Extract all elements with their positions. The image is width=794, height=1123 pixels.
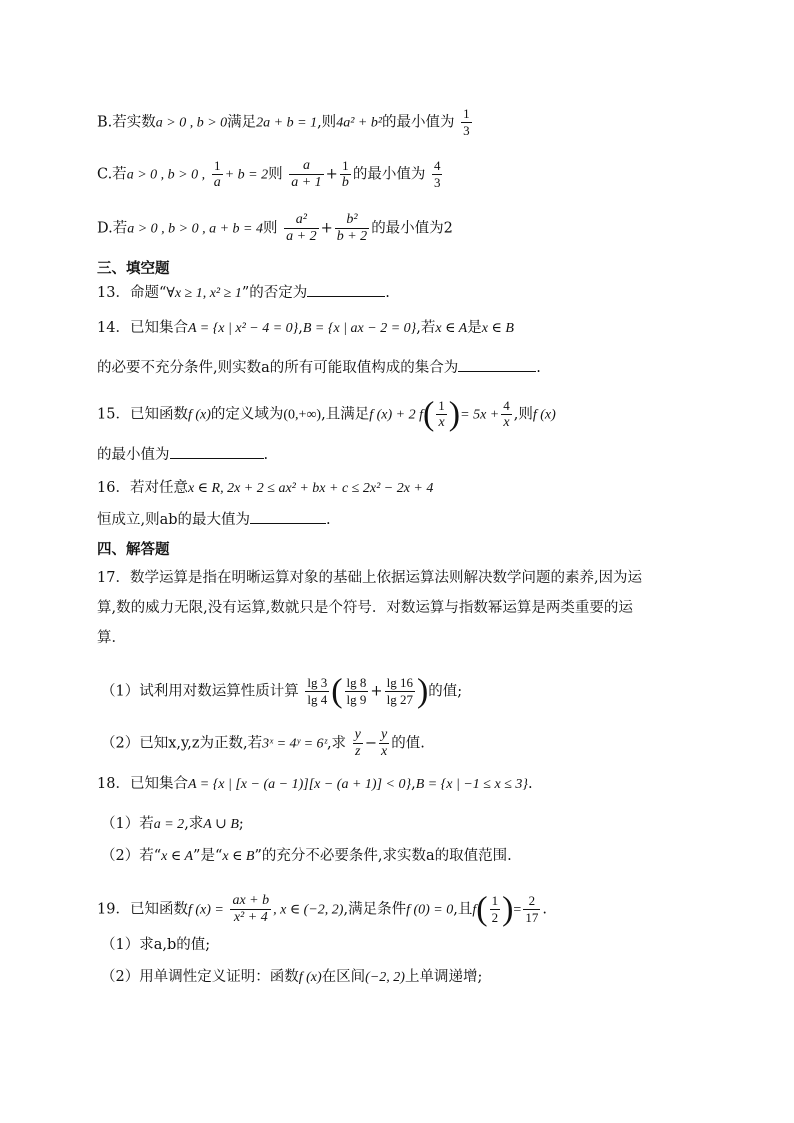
fraction-numerator: 4 <box>503 398 510 413</box>
fraction-denominator: b <box>341 175 349 190</box>
answer-blank[interactable] <box>307 282 385 297</box>
section-fill-in-title: 三、填空题 <box>97 261 170 277</box>
fraction-denominator: a <box>213 175 221 190</box>
question-15: 15．已知函数f (x)的定义域为(0,+∞),且满足f (x) + 2 f( $\frac{1}{x}$ )= 5x + $\frac{4}{x}$ ,则f (x) <box>97 395 556 433</box>
question-19-part-1: （1）求a,b的值; <box>101 937 211 953</box>
question-18-part-1: （1）若a = 2,求A ∪ B; <box>101 816 244 832</box>
fraction-denominator: 3 <box>433 175 441 190</box>
option-c-fraction-3 <box>340 158 351 191</box>
fraction-denominator: a + 2 <box>286 229 317 244</box>
question-18-part-2: （2）若“x ∈ A”是“x ∈ B”的充分不必要条件,求实数a的取值范围. <box>101 848 512 864</box>
section-solution-title: 四、解答题 <box>97 542 170 558</box>
fraction-numerator: 1 <box>491 893 499 908</box>
fraction-denominator: 3 <box>463 123 470 138</box>
option-d-fraction-1 <box>284 212 318 245</box>
option-d-fraction-2 <box>335 212 369 245</box>
fraction-numerator: b² <box>335 212 369 229</box>
fraction-denominator: x <box>438 415 445 430</box>
fraction-numerator: 1 <box>463 106 470 121</box>
question-13: 13．命题“∀x ≥ 1, x² ≥ 1”的否定为 . <box>97 282 390 304</box>
question-17-part-2: （2）已知x,y,z为正数,若3ˣ = 4ʸ = 6ᶻ,求 $\frac{y}{z}$ − $\frac{y}{x}$ 的值. <box>101 727 425 759</box>
fraction-denominator: z <box>355 744 361 759</box>
q17-fraction-5 <box>379 727 389 760</box>
fraction-denominator: 2 <box>491 910 499 925</box>
fraction-numerator: 1 <box>212 158 223 175</box>
fraction-numerator: lg 16 <box>386 675 413 690</box>
fraction-denominator: lg 4 <box>307 692 328 707</box>
fraction-denominator: b + 2 <box>336 229 368 244</box>
q19-arg-fraction <box>490 893 501 926</box>
fraction-denominator: lg 27 <box>386 692 413 707</box>
q15-fraction <box>501 398 512 431</box>
q17-fraction-4 <box>353 727 363 760</box>
q19-result-fraction <box>523 893 540 926</box>
question-15-line-2: 的最小值为 . <box>97 444 268 465</box>
question-19-part-2: （2）用单调性定义证明：函数f (x)在区间(−2, 2)上单调递增; <box>101 969 483 985</box>
q17-fraction-2 <box>345 675 369 708</box>
q17-fraction-1 <box>305 675 329 708</box>
fraction-denominator: 17 <box>525 910 539 925</box>
q19-function-fraction <box>230 893 271 926</box>
fraction-denominator: lg 9 <box>346 692 367 707</box>
fraction-numerator: 1 <box>340 158 351 175</box>
fraction-numerator: y <box>381 727 388 742</box>
fraction-numerator: 1 <box>438 398 445 413</box>
question-17-part-1: （1）试利用对数运算性质计算 $\frac{\lg 3}{\lg 4}$ ( $\frac{\lg 8}{\lg 9}$ + $\frac{\lg 16}{\lg 27}$ )的值; <box>101 672 463 710</box>
q15-inner-fraction <box>436 398 447 431</box>
question-14: 14．已知集合A = {x | x² − 4 = 0},B = {x | ax − 2 = 0},若x ∈ A是x ∈ B <box>97 320 514 336</box>
fraction-numerator: ax + b <box>232 893 270 908</box>
option-b-answer-fraction <box>461 106 472 139</box>
fraction-numerator: 2 <box>523 893 540 910</box>
option-c: C.若a > 0 , b > 0 , $\frac{1}{a}$ + b = 2则 $\frac{a}{a + 1}$ + $\frac{1}{b}$ 的最小值为 $\frac{4}{3}$ <box>97 158 441 190</box>
option-c-answer-fraction <box>432 158 443 191</box>
fraction-numerator: y <box>354 727 361 742</box>
fraction-numerator: lg 8 <box>346 675 367 690</box>
fraction-numerator: a <box>289 158 323 175</box>
question-14-line-2: 的必要不充分条件,则实数a的所有可能取值构成的集合为 . <box>97 357 541 378</box>
answer-blank[interactable] <box>170 444 264 459</box>
question-16-line-2: 恒成立,则ab的最大值为 . <box>97 509 331 530</box>
option-b: B.若实数a > 0 , b > 0满足2a + b = 1,则4a² + b²的最小值为 $\frac{1}{3}$ <box>97 106 470 138</box>
answer-blank[interactable] <box>250 509 326 524</box>
question-17-line-2: 算,数的威力无限,没有运算,数就只是个符号．对数运算与指数幂运算是两类重要的运 <box>97 600 633 616</box>
question-18: 18．已知集合A = {x | [x − (a − 1)][x − (a + 1)] < 0},B = {x | −1 ≤ x ≤ 3}. <box>97 776 533 792</box>
option-c-fraction-1 <box>212 158 223 191</box>
answer-blank[interactable] <box>458 357 536 372</box>
q17-fraction-3 <box>385 675 415 708</box>
question-19: 19．已知函数f (x) = $\frac{ax + b}{\text{x² + 4}}$ , x ∈ (−2, 2),满足条件f (0) = 0,且f( $\frac{1}{2}$ )= $\frac{2}{17}$ . <box>97 890 547 928</box>
fraction-denominator: x² + 4 <box>233 910 268 925</box>
question-17-line-3: 算． <box>97 630 126 646</box>
option-c-fraction-2 <box>289 158 323 191</box>
question-17-line-1: 17．数学运算是指在明晰运算对象的基础上依据运算法则解决数学问题的素养,因为运 <box>97 570 643 586</box>
question-16: 16．若对任意x ∈ R, 2x + 2 ≤ ax² + bx + c ≤ 2x² − 2x + 4 <box>97 480 434 496</box>
fraction-numerator: lg 3 <box>307 675 328 690</box>
fraction-denominator: x <box>381 744 388 759</box>
fraction-denominator: x <box>503 415 510 430</box>
fraction-numerator: 4 <box>433 158 441 173</box>
fraction-numerator: a² <box>284 212 318 229</box>
option-d: D.若a > 0 , b > 0 , a + b = 4则 $\frac{\text{a²}}{a + 2}$ + $\frac{\text{b²}}{b + 2}$ 的最小值为2 <box>97 212 453 244</box>
fraction-denominator: a + 1 <box>291 175 322 190</box>
